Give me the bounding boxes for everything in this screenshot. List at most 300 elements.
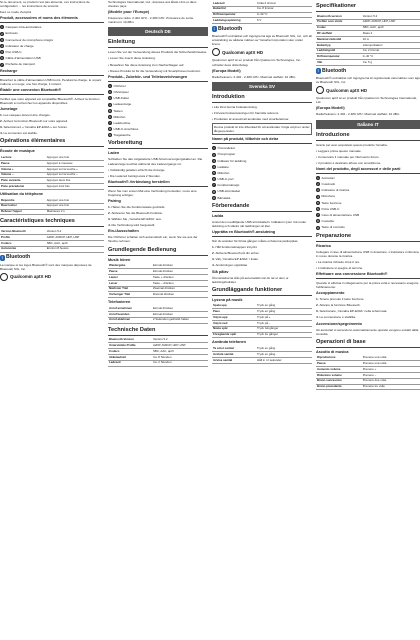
charge-list: [316, 260, 420, 270]
table-cell: Batteritid: [212, 6, 256, 12]
table-cell: Codecs: [108, 349, 152, 355]
table-cell: Profils: [0, 235, 46, 241]
table-cell: Avvisa samtal: [212, 357, 256, 363]
table-cell: Lauter: [108, 275, 152, 281]
divider: [212, 211, 312, 212]
eu-model-label: (Europa Modell): [212, 68, 241, 73]
music-operations-table: [108, 264, 208, 299]
table-cell: Dreimal drücken: [152, 292, 208, 298]
table-cell: Einmal drücken: [152, 312, 208, 318]
divider: [108, 186, 208, 187]
item-number-badge: 4: [1, 44, 3, 49]
table-cell: Unterstützte Profile: [108, 343, 152, 349]
intro-list: [212, 105, 312, 121]
subheading-phone: Utilisation du téléphone: [0, 192, 44, 197]
table-cell: Ta emot samtal: [212, 346, 256, 351]
phone-operations-table: [108, 306, 208, 323]
bullet-icon: •: [212, 104, 214, 109]
table-row: [0, 184, 104, 190]
table-cell: 10 m: [362, 37, 420, 43]
parts-list: [0, 25, 104, 66]
table-cell: Driftstemperatur: [212, 12, 256, 18]
list-item: 3 Indicatore di ricarica: [317, 188, 350, 193]
item-number-badge: 2: [109, 90, 111, 95]
divider: [316, 173, 420, 174]
list-item: 1 Auricolari: [317, 175, 335, 181]
subheading-charge: Ricarica: [316, 243, 331, 248]
qualcomm-icon: [0, 273, 8, 281]
list-item: 5 Mikrofon: [213, 170, 230, 176]
list-item: 3 Indikator för laddning: [213, 158, 247, 163]
table-cell: Taste − drücken: [152, 280, 208, 286]
table-cell: Tryck tre gånger: [256, 332, 312, 338]
table-cell: Volym upp: [212, 315, 256, 321]
table-cell: Avsluta samtal: [212, 352, 256, 358]
table-cell: Ladezeit: [108, 360, 152, 366]
table-cell: Einmal drücken: [152, 264, 208, 269]
bullet-icon: •: [316, 265, 318, 270]
divider: [0, 75, 104, 76]
table-cell: Tryck en gång: [256, 304, 312, 309]
music-operations-table: [0, 155, 104, 190]
item-number-badge: 8: [109, 127, 111, 132]
table-cell: A2DP, AVRCP, HFP, HSP: [152, 343, 208, 349]
connection-list: [212, 245, 312, 267]
intro-note: Denna produkt är inte tillverkad för att användas i höga volymer under långa perioder.: [212, 123, 312, 135]
bluetooth-icon: ᛒ: [317, 68, 320, 74]
table-cell: Bluetooth-version: [316, 14, 362, 19]
table-cell: Appuyez deux fois: [46, 178, 104, 184]
table-cell: Appuyez sur la touche −: [46, 172, 104, 178]
table-cell: Premere una volta: [362, 356, 420, 361]
section-heading-specs: Caractéristiques techniques: [0, 218, 75, 225]
table-cell: A2DP, AVRCP, HFP, HSP: [362, 19, 420, 25]
section-heading-prep: Vorbereitung: [108, 140, 143, 147]
table-row: [316, 60, 420, 66]
list-item: 4 Indicateur de charge: [1, 43, 34, 49]
item-number-badge: 7: [1, 62, 3, 67]
table-cell: Riduzione volume: [316, 373, 362, 379]
list-item: • L'indicatore si spegne al termine.: [316, 265, 364, 270]
subheading-music: Musik hören: [108, 257, 131, 262]
table-row: [212, 332, 312, 338]
bluetooth-logo: ᛒ Bluetooth: [1, 254, 31, 261]
bluetooth-trademark-text: Bluetooth®-ordmärket och logotyperna ägs av Bluetooth SIG, Inc. och all användning av sådana märken av Yamaha Corporation sker under licens.: [212, 34, 312, 47]
table-cell: Tryck en gång: [256, 309, 312, 315]
subheading-music: Ascolto di musica: [316, 349, 349, 354]
table-cell: Maximal räckvidd: [316, 37, 362, 43]
divider: [108, 148, 208, 149]
table-cell: Driftstemperatur: [316, 54, 362, 60]
item-number-badge: 2: [317, 182, 319, 187]
intro-list: [316, 149, 420, 165]
item-number-badge: 7: [317, 213, 319, 218]
eu-model-text: Radiofrekvens: 2.402 - 2.480 GHz. Maximal uteffekt: 10 dBm: [316, 112, 400, 117]
table-cell: 0–40 °C: [256, 12, 312, 18]
list-item: • Die Ladezeit beträgt etwa 2 Stunden.: [108, 173, 161, 178]
list-item: 6 Câble d'alimentation USB: [1, 56, 41, 61]
section-heading-basic: Grundläggande funktioner: [212, 286, 283, 293]
list-item: • Il prodotto è destinato all'uso con smartphone.: [316, 160, 382, 165]
table-cell: Tryck två gånger: [256, 326, 312, 332]
table-row: [0, 246, 104, 252]
parts-list: [108, 84, 208, 138]
item-number-badge: 3: [109, 96, 111, 101]
list-item: 2. Attivare la funzione Bluetooth.: [316, 303, 361, 308]
table-cell: Codecs: [0, 240, 46, 246]
divider: [212, 295, 312, 296]
list-item: • Conservare il manuale per riferimento futuro.: [316, 154, 380, 159]
table-cell: Einmal drücken: [152, 269, 208, 275]
parts-list: [212, 146, 312, 200]
item-number-badge: 9: [213, 195, 215, 200]
list-item: • Dieses Produkt ist für die Verwendung mit Smartphones bestimmt.: [108, 68, 201, 73]
table-cell: Bluetooth-Version: [108, 338, 152, 343]
item-number-badge: 9: [109, 133, 111, 138]
list-item: 1. Halten Sie die Funktionstaste gedrückt.: [108, 205, 166, 209]
subheading-onoff: Ein-/Ausschalten: [108, 229, 139, 234]
item-number-badge: 3: [213, 158, 215, 163]
table-cell: Akkulaufzeit: [108, 354, 152, 360]
phone-operations-table: [212, 346, 312, 363]
intro-text: Lesen Sie vor der Verwendung dieses Produkts die Sicherheitshinweise.: [108, 50, 208, 55]
table-cell: Codec: [316, 25, 362, 31]
list-item: 4 Laddare: [213, 164, 229, 169]
divider: [316, 140, 420, 141]
divider: [212, 102, 312, 103]
list-item: 2 Ohrstöpsel: [109, 89, 129, 95]
bluetooth-logo: ᛒ Bluetooth: [213, 26, 243, 33]
list-item: 1 Ohrhörer: [109, 83, 126, 88]
table-cell: Vikt: [316, 60, 362, 66]
list-item: 7 Funktionsknapp: [213, 183, 240, 188]
list-item: 1 Öronsnäckor: [213, 146, 236, 151]
table-cell: Maintenez 2 s: [46, 209, 104, 215]
step-number: 3.: [108, 217, 112, 222]
list-item: 4. La connexion est établie.: [0, 131, 38, 136]
list-item: 3. Selezionare „Yamaha EP-E30A“ nella schermata.: [316, 309, 388, 314]
table-row: [108, 317, 208, 323]
step-number: 1.: [108, 205, 112, 209]
list-item: 5 Port USB-C: [1, 50, 22, 55]
list-item: 5 Tasten: [109, 108, 123, 113]
list-item: 9 Tasto di controllo: [317, 225, 345, 230]
item-number-badge: 6: [109, 114, 111, 119]
divider: [316, 278, 420, 279]
qualcomm-text: Qualcomm aptX är en produkt från Qualcomm Technologies International, Ltd.: [316, 96, 417, 105]
section-heading-intro: Introduzione: [316, 131, 350, 138]
table-cell: Tryck en gång: [256, 352, 312, 358]
table-cell: Anruf annehmen: [108, 306, 152, 311]
table-cell: Premere due volte: [362, 378, 420, 384]
list-item: 6 USB-C-port: [213, 177, 234, 182]
divider: [212, 236, 312, 237]
item-number-badge: 4: [213, 164, 215, 169]
charge-text: Schließen Sie das mitgelieferte USB-Stromversorgungskabel an. Die Ladeanzeige leuchtet während des Ladevorgangs rot.: [108, 157, 203, 166]
music-operations-table: [316, 356, 420, 391]
item-number-badge: 6: [213, 177, 215, 182]
table-cell: RF uteffekt: [316, 31, 362, 37]
item-number-badge: 6: [1, 56, 3, 61]
intro-list: [108, 56, 208, 72]
divider: [0, 146, 104, 147]
step-number: 2.: [212, 251, 216, 256]
table-cell: Environ 8 heures: [46, 246, 104, 252]
table-cell: Lecture: [0, 155, 46, 160]
table-cell: Tryck en gång: [256, 346, 312, 351]
section-heading-specs: Specifikationer: [316, 3, 357, 9]
list-item: • Lesen Sie zuerst diese Anleitung.: [108, 56, 156, 61]
list-item: 3. Wählen Sie „Yamaha EP-E30A“ aus.: [108, 217, 162, 222]
list-item: • Läs först denna bruksanvisning.: [212, 104, 258, 109]
table-cell: Anruf ablehnen: [108, 317, 152, 323]
table-cell: Volym ned: [212, 321, 256, 327]
section-heading-parts: Namn på produkt, tillbehör och delar: [212, 137, 279, 142]
table-cell: Premere una volta: [362, 361, 420, 367]
table-row: [212, 357, 312, 363]
table-cell: Föregående spår: [212, 332, 256, 338]
onoff-text: Die Ohrhörer schalten sich automatisch ein, wenn Sie sie aus der Tasche nehmen.: [108, 235, 198, 244]
connection-text: Quando si effettua il collegamento per la prima volta è necessario eseguire l'abbinamento.: [316, 280, 419, 290]
list-item: • Produkten är avsedd att användas med smarttelefoner.: [212, 116, 290, 121]
language-banner-swedish: Svenska SV: [212, 82, 312, 91]
subheading-onoff: Accensione/spegnimento: [316, 321, 362, 326]
table-cell: 5 V: [256, 18, 312, 24]
section-heading-parts: Nomi del prodotto, degli accessori e delle parti: [316, 166, 401, 171]
list-item: 9 Bärväska: [213, 195, 231, 200]
table-cell: Ca. 2 Stunden: [152, 360, 208, 366]
list-item: 2 Öronproppar: [213, 152, 236, 157]
list-item: 2. Aktivera Bluetooth på din enhet.: [212, 251, 260, 256]
qualcomm-logo: Qualcomm aptX HD: [0, 273, 104, 281]
step-number: 2.: [0, 119, 4, 124]
language-banner-italian: Italiano IT: [316, 120, 420, 129]
section-heading-intro: Einleitung: [108, 39, 136, 46]
item-number-badge: 8: [213, 189, 215, 194]
item-number-badge: 3: [317, 188, 319, 193]
item-number-badge: 1: [213, 146, 215, 151]
step-number: 3.: [0, 125, 4, 130]
table-cell: 0–40 °C: [362, 54, 420, 60]
bullet-icon: •: [316, 160, 318, 165]
divider: [316, 241, 420, 242]
item-number-badge: 1: [1, 25, 3, 30]
table-cell: Profiler som stöds: [316, 19, 362, 25]
subheading-music: Lyssna på musik: [212, 297, 243, 302]
phone-operations-table: [0, 198, 104, 215]
divider: [108, 255, 208, 256]
table-cell: Tryck på −: [256, 321, 312, 327]
column-german: [108, 0, 208, 640]
table-cell: Litiumjonbatteri: [362, 42, 420, 48]
table-cell: Version Bluetooth: [0, 229, 46, 234]
list-item: 4. Anslutningen upprättas.: [212, 263, 248, 268]
list-item: • Leggere prima questo manuale.: [316, 148, 362, 153]
section-heading-intro: Introduktion: [212, 93, 245, 100]
section-heading-specs: Technische Daten: [108, 326, 156, 333]
list-item: 5 Tasto funzione: [317, 200, 342, 205]
item-number-badge: 4: [317, 194, 319, 199]
table-cell: Zweimal drücken: [152, 286, 208, 292]
eu-model-label: (Europa Modell): [316, 106, 345, 111]
table-cell: Wiedergabe: [108, 264, 152, 269]
table-cell: SBC, AAC, aptX: [152, 349, 208, 355]
section-heading-prep: Förberedande: [212, 202, 250, 209]
intro-text-2: lisez ce mode d'emploi: [0, 10, 32, 15]
eu-model-text: Fréquence radio: 2.402 GHz - 2.480 GHz. Puissance de sortie maximum: 10 dBm: [108, 16, 194, 25]
subheading-phone: Använda telefonen: [212, 340, 246, 345]
item-number-badge: 9: [317, 225, 319, 230]
table-cell: Premere tre volte: [362, 384, 420, 390]
step-number: 2.: [316, 303, 320, 308]
table-cell: Ca. 2 timmar: [362, 48, 420, 54]
table-cell: Brano precedente: [316, 384, 362, 390]
specs-continued-table: [212, 1, 312, 24]
table-cell: Taste + drücken: [152, 275, 208, 281]
list-item: 9 Tragetasche: [109, 133, 131, 138]
item-number-badge: 1: [317, 176, 319, 181]
step-number: 3.: [212, 257, 216, 262]
specs-table: [108, 338, 208, 367]
table-row: [108, 292, 208, 298]
list-item: • Förvara bruksanvisningen för framtida referens.: [212, 110, 280, 115]
divider: [0, 22, 104, 23]
connection-text: När du ansluter för första gången måste enheterna parkopplas.: [212, 239, 299, 244]
pairing-list: [0, 113, 104, 135]
table-cell: Laddningstid: [316, 48, 362, 54]
list-item: 1. Tenere premuto il tasto funzione.: [316, 297, 365, 302]
table-cell: Einmal drücken: [152, 306, 208, 311]
list-item: 8 Custodia: [317, 219, 334, 224]
table-cell: Appuyez une fois: [46, 155, 104, 160]
bluetooth-trademark-text: Bluetooth®-ordmärket och logotyperna är registrerade varumärken som ägs av Bluetooth SIG, Inc.: [316, 76, 420, 85]
divider: [316, 347, 420, 348]
table-cell: Anruf beenden: [108, 312, 152, 318]
subheading-pairing: Accoppiamento: [316, 291, 345, 296]
item-number-badge: 5: [213, 171, 215, 176]
table-cell: Pausa: [316, 361, 362, 367]
pairing-list: [316, 297, 420, 319]
charge-list: [108, 168, 208, 178]
table-cell: Aumento volume: [316, 367, 362, 373]
list-item: 8 USB-strömkabel: [213, 189, 241, 194]
qualcomm-logo: Qualcomm aptX HD: [316, 86, 420, 94]
step-number: 1.: [212, 245, 216, 250]
table-cell: SBC, AAC, aptX: [46, 240, 104, 246]
section-heading-connection: Bluetooth®-Verbindung herstellen: [108, 179, 170, 184]
table-cell: Appuyez à nouveau: [46, 161, 104, 167]
list-item: 7 Pochette de transport: [1, 62, 36, 67]
table-row: [0, 209, 104, 215]
table-cell: Refuser l'appel: [0, 209, 46, 215]
language-banner-german: Deutsch DE: [108, 27, 208, 36]
list-item: • Bewahren Sie diese Anleitung zum Nachschlagen auf.: [108, 62, 185, 67]
table-cell: Version 5.2: [362, 14, 420, 19]
table-cell: Volume −: [0, 172, 46, 178]
table-cell: Brano successivo: [316, 378, 362, 384]
onoff-text: Öronsnäckorna slås på automatiskt när du tar ut dem ur laddningsfodralet.: [212, 275, 289, 284]
bullet-icon: •: [316, 259, 318, 264]
table-cell: Autonomie: [0, 246, 46, 252]
table-cell: Riproduzione: [316, 356, 362, 361]
bullet-icon: •: [108, 167, 110, 172]
list-item: 1. Les casques doivent être chargés.: [0, 112, 51, 117]
table-cell: Piste suivante: [0, 178, 46, 184]
item-number-badge: 5: [109, 108, 111, 113]
bullet-icon: •: [108, 68, 110, 73]
charge-text: Branchez le câble d'alimentation USB fourni. Pendant la charge, le voyant s'allume en rouge; une fois chargé, il s'éteint.: [0, 77, 102, 86]
item-number-badge: 8: [317, 219, 319, 224]
table-cell: Répondre: [0, 198, 46, 203]
list-item: 1 Casques intra-auriculaires: [1, 25, 42, 30]
list-item: 7 Cavo di alimentazione USB: [317, 213, 360, 218]
divider: [108, 335, 208, 336]
bullet-icon: •: [212, 116, 214, 121]
subheading-charge: Ladda: [212, 213, 224, 218]
subheading-music: Écoute de musique: [0, 149, 35, 154]
section-heading-charge: Recharge: [0, 68, 18, 73]
table-cell: Ca. 5 g: [362, 60, 420, 66]
list-item: 4 Microfono: [317, 194, 336, 199]
list-item: 2 Cuscinetti: [317, 182, 336, 187]
list-item: 6 Porta USB-C: [317, 206, 340, 211]
divider: [212, 143, 312, 144]
table-cell: Raccrocher: [0, 203, 46, 209]
table-cell: Leiser: [108, 280, 152, 286]
table-cell: Laddningsspänning: [212, 18, 256, 24]
bullet-icon: •: [108, 62, 110, 67]
list-item: 2. Aktivieren Sie die Bluetooth-Funktion.: [108, 211, 164, 216]
list-item: 3 USB-Kabel: [109, 96, 129, 101]
list-item: 2. Activez la fonction Bluetooth sur votre appareil.: [0, 119, 68, 124]
section-heading-parts: Produit, accessoires et noms des éléments: [0, 16, 78, 21]
step-number: 4.: [0, 131, 4, 136]
divider: [316, 11, 420, 12]
table-cell: Nächster Titel: [108, 286, 152, 292]
section-heading-prep: Preparazione: [316, 232, 352, 239]
subheading-pairing: Pairing: [108, 199, 121, 203]
column-french: [0, 0, 104, 640]
qualcomm-logo: Qualcomm aptX HD: [212, 48, 312, 56]
bluetooth-logo: ᛒ Bluetooth: [317, 67, 347, 74]
table-cell: Version 5.2: [46, 229, 104, 234]
step-number: 4.: [316, 315, 320, 320]
bullet-icon: •: [212, 110, 214, 115]
table-cell: Premere +: [362, 367, 420, 373]
subheading-onoff: Slå på/av: [212, 269, 229, 274]
table-cell: Piste précédente: [0, 184, 46, 190]
charge-text: Anslut den medföljande USB-strömkabeln. Indikatorn lyser rött under laddning och släcks när laddningen är klar.: [212, 219, 307, 228]
item-number-badge: 3: [1, 37, 3, 42]
table-cell: Appuyez une fois: [46, 198, 104, 203]
section-heading-operations: Opérations élémentaires: [0, 138, 66, 145]
bullet-icon: •: [316, 148, 318, 153]
list-item: 3. Sélectionnez « Yamaha EP-E30A » sur l'écran.: [0, 125, 68, 130]
pairing-list: [108, 205, 208, 227]
table-cell: Ca. 8 Stunden: [152, 354, 208, 360]
table-cell: Batterityp: [316, 42, 362, 48]
onoff-text: Gli auricolari si accendono automaticamente quando vengono estratti dalla custodia.: [316, 327, 419, 336]
table-cell: Ca. 8 timmar: [256, 6, 312, 12]
step-number: 1.: [0, 112, 4, 117]
table-cell: Pause: [108, 269, 152, 275]
section-heading-connection: Upprätta en Bluetooth®-anslutning: [212, 230, 276, 235]
divider: [0, 226, 104, 227]
table-cell: Spela upp: [212, 304, 256, 309]
table-row: [316, 384, 420, 390]
table-cell: Ladezeit: [212, 1, 256, 6]
bluetooth-trademark-text: La marque et les logos Bluetooth® sont des marques déposées de Bluetooth SIG, Inc.: [0, 262, 92, 271]
